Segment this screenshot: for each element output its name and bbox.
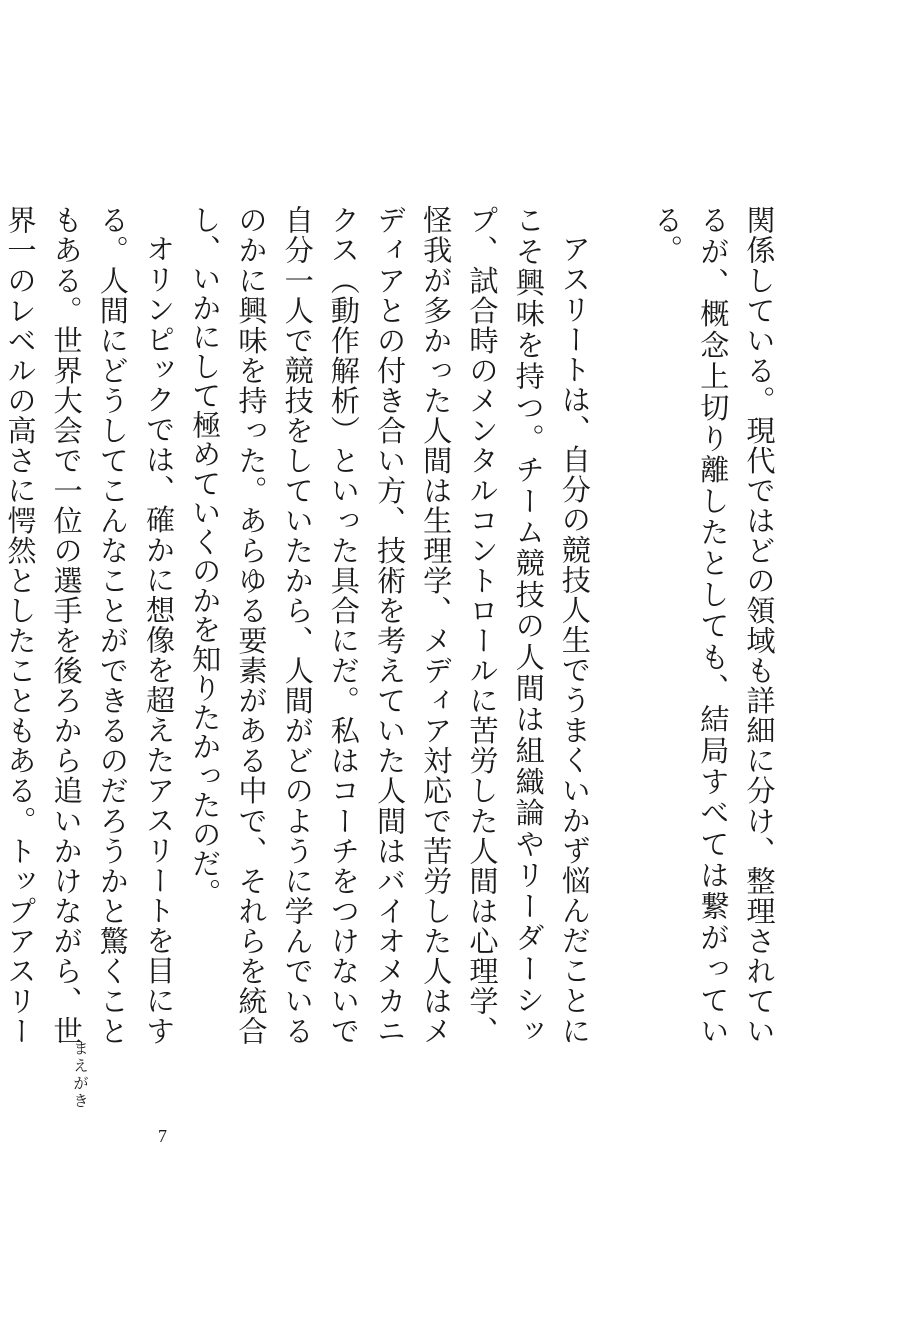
body-text: [2, 205, 782, 1045]
paragraph-gap: [597, 205, 643, 1045]
page-number: 7: [158, 1126, 167, 1146]
running-head: まえがき: [71, 1040, 89, 1110]
paragraph-2: アスリートは、自分の競技人生でうまくいかず悩んだことにこそ興味を持つ。チーム競技の人間は組織論やリーダーシップ、試合時のメンタルコントロールに苦労した人間は心理学、怪我が多かった人間は生理学、メディア対応で苦労した人はメディアとの付き合い方、技術を考えていた人間はバイオメカニクス（動作解析）といった具合にだ。私はコーチをつけないで自分一人で競技をしていたから、人間がどのように学んでいるのかに興味を持った。あらゆる要素がある中で、それらを統合し、いかにして極めていくのかを知りたかったのだ。: [187, 205, 592, 1045]
paragraph-1: 関係している。現代ではどの領域も詳細に分け、整理されているが、概念上切り離したとしても、結局すべては繋がっている。: [649, 205, 776, 1045]
paragraph-3: オリンピックでは、確かに想像を超えたアスリートを目にする。人間にどうしてこんなことができるのだろうかと驚くこともある。世界大会で一位の選手を後ろから追いかけながら、世界一のレベルの高さに愕然としたこともある。トップアスリー: [2, 205, 176, 1045]
